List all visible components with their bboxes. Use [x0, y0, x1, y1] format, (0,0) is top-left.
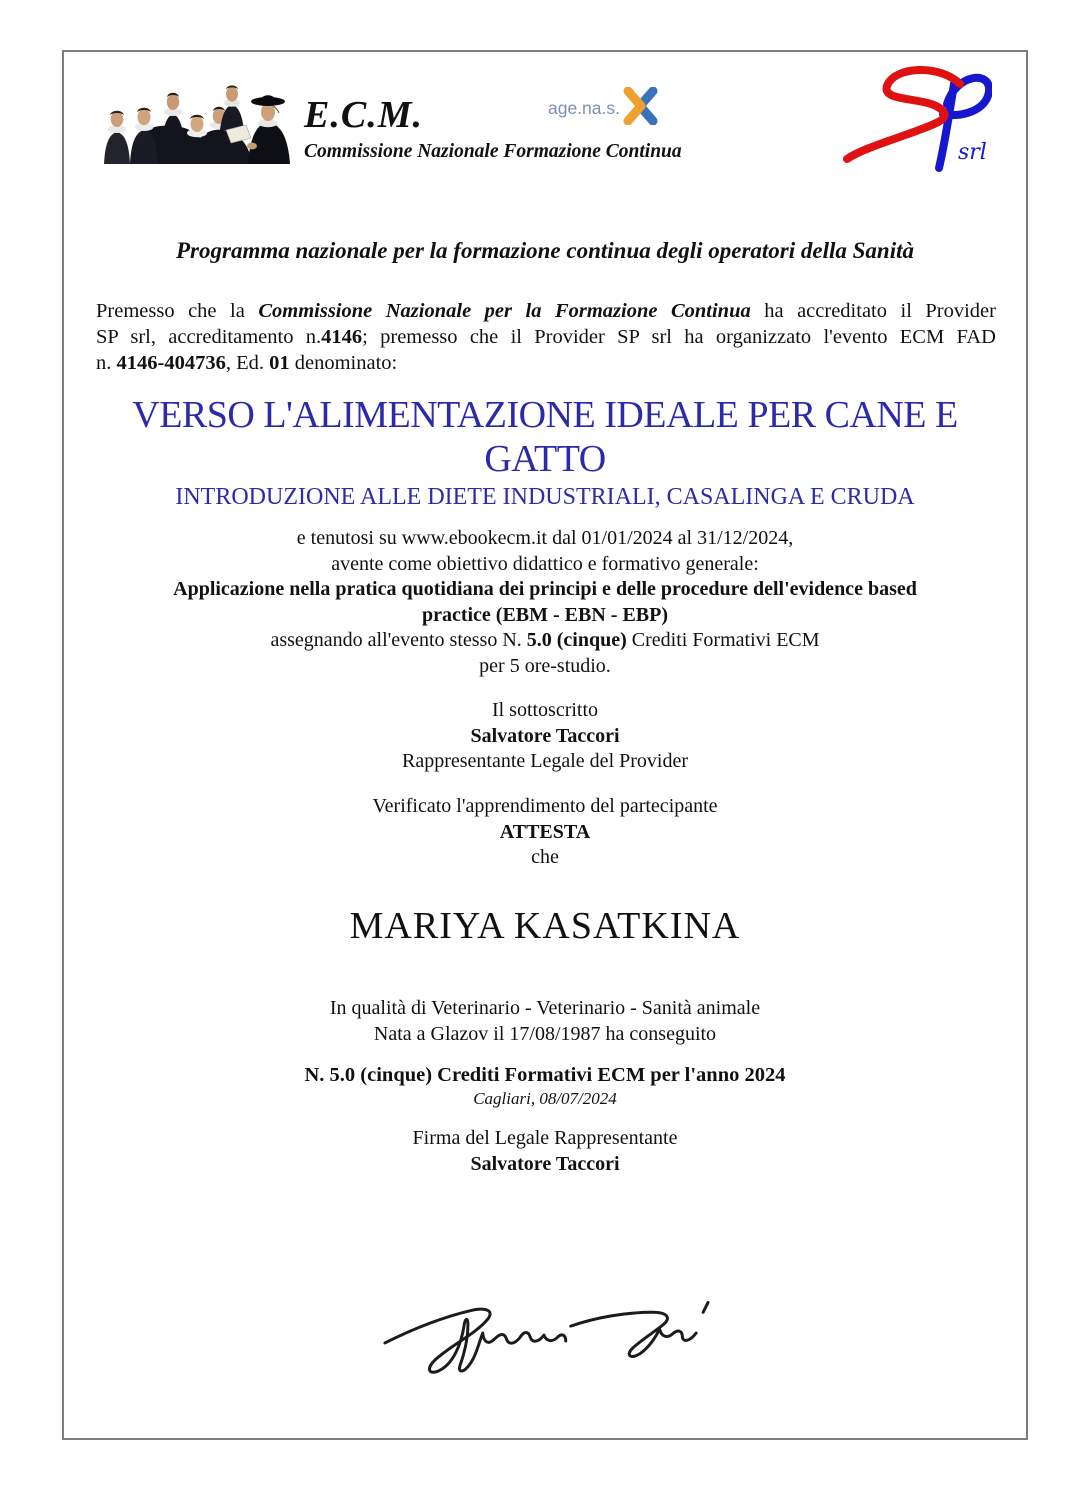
edition-number: 01 — [269, 352, 290, 374]
premise-text: n. — [96, 352, 117, 374]
participant-name: MARIYA KASATKINA — [349, 905, 741, 947]
attest-word: ATTESTA — [499, 820, 591, 843]
certificate-page — [62, 50, 1028, 1440]
award-block — [64, 1062, 1026, 1110]
signer-block — [64, 698, 1026, 775]
agenas-label: age.na.s. — [548, 98, 620, 118]
accreditation-number: 4146 — [321, 326, 363, 348]
anatomy-lesson-painting-image — [100, 84, 292, 164]
awarded-credits-line: N. 5.0 (cinque) Crediti Formativi ECM per l'anno 2024 — [304, 1064, 786, 1086]
premise-text: denominato: — [289, 352, 398, 374]
event-number: 4146-404736 — [116, 352, 226, 374]
course-title-block — [64, 393, 1026, 512]
credits-text: Crediti Formativi ECM — [626, 629, 820, 651]
sp-logo — [842, 58, 992, 173]
premise-commission-name: Commissione Nazionale per la Formazione Continua — [258, 300, 751, 322]
attest-block — [64, 794, 1026, 871]
signature-caption-block — [64, 1126, 1026, 1177]
signature-name: Salvatore Taccori — [470, 1152, 620, 1175]
event-objective-line2: practice (EBM - EBN - EBP) — [421, 603, 669, 626]
agenas-logo — [548, 87, 660, 125]
program-title: Programma nazionale per la formazione continua degli operatori della Sanità — [176, 238, 914, 263]
course-title-line2: GATTO — [484, 438, 606, 480]
event-held-line: e tenutosi su www.ebookecm.it dal 01/01/2024 al 31/12/2024, — [296, 527, 794, 549]
ecm-title: E.C.M. — [304, 94, 423, 136]
premise-paragraph — [96, 298, 996, 376]
attest-that: che — [531, 846, 559, 868]
participant-details — [64, 996, 1026, 1047]
course-subtitle: INTRODUZIONE ALLE DIETE INDUSTRIALI, CASALINGA E CRUDA — [175, 484, 915, 510]
event-objective-line1: Applicazione nella pratica quotidiana dei principi e delle procedure dell'evidence based — [173, 578, 917, 600]
ecm-subtitle: Commissione Nazionale Formazione Continua — [304, 141, 682, 162]
place-date-line: Cagliari, 08/07/2024 — [473, 1089, 617, 1108]
agenas-icon — [620, 87, 660, 125]
signer-role: Rappresentante Legale del Provider — [402, 750, 688, 772]
signer-name: Salvatore Taccori — [470, 724, 620, 747]
premise-line-1 — [96, 298, 996, 324]
premise-text: Premesso che la — [96, 300, 259, 322]
event-details — [64, 526, 1026, 679]
premise-text: ha accreditato il Provider — [750, 300, 996, 322]
premise-text: SP srl, accreditamento n. — [96, 326, 322, 348]
premise-line-3 — [96, 350, 996, 376]
course-title-line1: VERSO L'ALIMENTAZIONE IDEALE PER CANE E — [132, 394, 958, 436]
premise-text: , Ed. — [225, 352, 270, 374]
premise-text: ; premesso che il Provider SP srl ha organizzato l'evento ECM FAD — [362, 326, 996, 348]
signature-caption: Firma del Legale Rappresentante — [412, 1127, 678, 1149]
sp-srl-label: srl — [958, 140, 987, 165]
ecm-logo-block — [304, 96, 724, 163]
signature-image — [377, 1280, 713, 1392]
credits-value: 5.0 (cinque) — [526, 629, 627, 651]
participant-birth: Nata a Glazov il 17/08/1987 ha conseguito — [373, 1022, 717, 1045]
participant-qualification: In qualità di Veterinario - Veterinario - Sanità animale — [329, 997, 761, 1019]
event-hours-line: per 5 ore-studio. — [479, 654, 611, 677]
event-objective-intro: avente come obiettivo didattico e formativo generale: — [331, 552, 759, 575]
event-credits-line — [64, 628, 1026, 654]
attest-verified: Verificato l'apprendimento del partecipante — [372, 795, 718, 817]
credits-text: assegnando all'evento stesso N. — [270, 629, 527, 651]
signer-intro: Il sottoscritto — [491, 699, 599, 721]
premise-line-2 — [96, 324, 996, 350]
